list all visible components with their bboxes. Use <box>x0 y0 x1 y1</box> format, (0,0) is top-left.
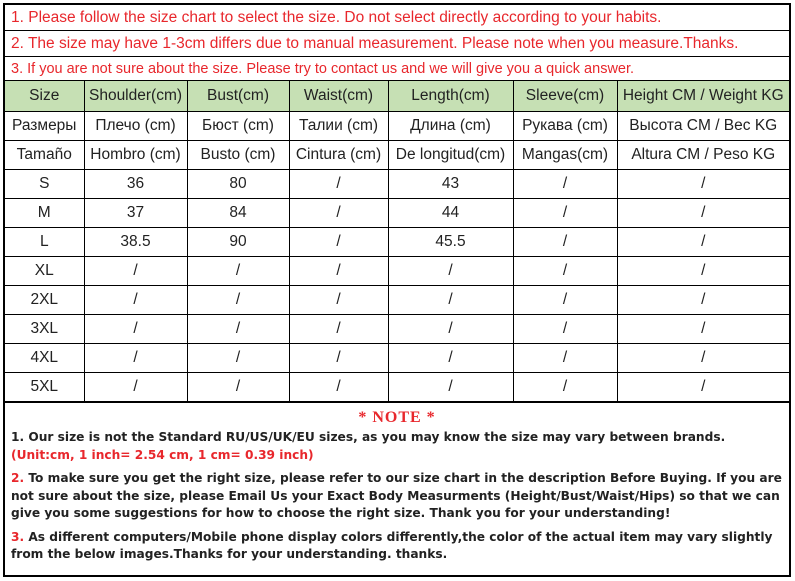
note-1 <box>5 429 789 464</box>
header-cell: Size <box>5 81 84 112</box>
size-table <box>5 81 789 402</box>
measurement-cell: / <box>513 228 617 257</box>
measurement-cell: / <box>187 315 289 344</box>
measurement-cell: / <box>617 373 789 402</box>
measurement-cell: / <box>289 286 388 315</box>
header-cell: Размеры <box>5 112 84 141</box>
header-cell: Shoulder(cm) <box>84 81 187 112</box>
measurement-cell: / <box>187 373 289 402</box>
measurement-cell: / <box>289 199 388 228</box>
notes-section <box>5 402 789 564</box>
size-label-cell: XL <box>5 257 84 286</box>
size-label-cell: 3XL <box>5 315 84 344</box>
measurement-cell: 80 <box>187 170 289 199</box>
measurement-cell: / <box>84 286 187 315</box>
measurement-cell: / <box>617 344 789 373</box>
table-row <box>5 315 789 344</box>
measurement-cell: / <box>617 228 789 257</box>
measurement-cell: / <box>187 344 289 373</box>
measurement-cell: / <box>513 315 617 344</box>
measurement-cell: 38.5 <box>84 228 187 257</box>
header-cell: Высота CM / Вес KG <box>617 112 789 141</box>
header-cell: Altura CM / Peso KG <box>617 141 789 170</box>
measurement-cell: 84 <box>187 199 289 228</box>
table-row <box>5 228 789 257</box>
header-row-russian <box>5 112 789 141</box>
measurement-cell: / <box>289 170 388 199</box>
measurement-cell: / <box>513 257 617 286</box>
note-title: * NOTE * <box>358 409 436 426</box>
header-cell: Busto (cm) <box>187 141 289 170</box>
note-2-number: 2. <box>11 471 25 485</box>
measurement-cell: / <box>84 315 187 344</box>
measurement-cell: / <box>617 315 789 344</box>
header-row-spanish <box>5 141 789 170</box>
size-label-cell: M <box>5 199 84 228</box>
measurement-cell: / <box>84 373 187 402</box>
header-cell: Waist(cm) <box>289 81 388 112</box>
header-cell: Длина (cm) <box>388 112 513 141</box>
measurement-cell: 43 <box>388 170 513 199</box>
measurement-cell: / <box>84 344 187 373</box>
measurement-cell: 37 <box>84 199 187 228</box>
note-3-text: As different computers/Mobile phone display colors differently,the color of the actual item may vary slightly from the below images.Thanks for your understanding. thanks. <box>11 529 773 561</box>
table-row <box>5 286 789 315</box>
measurement-cell: 90 <box>187 228 289 257</box>
measurement-cell: / <box>617 257 789 286</box>
measurement-cell: 44 <box>388 199 513 228</box>
measurement-cell: / <box>513 344 617 373</box>
measurement-cell: / <box>513 373 617 402</box>
instruction-line-1: 1. Please follow the size chart to select the size. Do not select directly according to your habits. <box>5 5 789 31</box>
measurement-cell: / <box>289 257 388 286</box>
measurement-cell: / <box>84 257 187 286</box>
table-row <box>5 373 789 402</box>
note-2 <box>5 470 789 523</box>
measurement-cell: / <box>388 286 513 315</box>
note-1-units: (Unit:cm, 1 inch= 2.54 cm, 1 cm= 0.39 inch) <box>11 447 314 462</box>
table-row <box>5 257 789 286</box>
header-cell: Tamaño <box>5 141 84 170</box>
instruction-line-2: 2. The size may have 1-3cm differs due to manual measurement. Please note when you measure.Thanks. <box>5 31 789 57</box>
header-cell: Mangas(cm) <box>513 141 617 170</box>
measurement-cell: / <box>388 373 513 402</box>
size-label-cell: S <box>5 170 84 199</box>
size-chart-sheet <box>3 3 791 577</box>
table-row <box>5 344 789 373</box>
header-cell: Cintura (cm) <box>289 141 388 170</box>
measurement-cell: / <box>617 199 789 228</box>
size-label-cell: 4XL <box>5 344 84 373</box>
size-label-cell: 5XL <box>5 373 84 402</box>
measurement-cell: / <box>289 315 388 344</box>
table-row <box>5 170 789 199</box>
header-cell: Плечо (cm) <box>84 112 187 141</box>
note-3-number: 3. <box>11 529 25 544</box>
measurement-cell: 45.5 <box>388 228 513 257</box>
note-3 <box>5 529 789 564</box>
header-cell: Height CM / Weight KG <box>617 81 789 112</box>
header-cell: Length(cm) <box>388 81 513 112</box>
header-cell: De longitud(cm) <box>388 141 513 170</box>
note-2-text: To make sure you get the right size, please refer to our size chart in the description Before Buying. If you are not sure about the size, please Email Us your Exact Body Measurments (Height/Bust/Waist/Hips) so that we can give you some suggestions for how to choose the right size. Thank you for your understanding! <box>11 471 782 520</box>
size-label-cell: L <box>5 228 84 257</box>
size-label-cell: 2XL <box>5 286 84 315</box>
header-cell: Bust(cm) <box>187 81 289 112</box>
measurement-cell: / <box>617 170 789 199</box>
measurement-cell: / <box>513 286 617 315</box>
table-row <box>5 199 789 228</box>
measurement-cell: / <box>289 344 388 373</box>
measurement-cell: / <box>187 286 289 315</box>
header-cell: Sleeve(cm) <box>513 81 617 112</box>
measurement-cell: / <box>289 228 388 257</box>
measurement-cell: / <box>513 170 617 199</box>
header-cell: Hombro (cm) <box>84 141 187 170</box>
measurement-cell: / <box>289 373 388 402</box>
header-cell: Рукава (cm) <box>513 112 617 141</box>
measurement-cell: / <box>513 199 617 228</box>
measurement-cell: / <box>388 315 513 344</box>
header-cell: Бюст (cm) <box>187 112 289 141</box>
measurement-cell: / <box>187 257 289 286</box>
header-cell: Талии (cm) <box>289 112 388 141</box>
measurement-cell: / <box>388 257 513 286</box>
measurement-cell: 36 <box>84 170 187 199</box>
measurement-cell: / <box>617 286 789 315</box>
note-1-text: 1. Our size is not the Standard RU/US/UK/EU sizes, as you may know the size may vary between brands. <box>11 430 726 444</box>
header-row-english <box>5 81 789 112</box>
instruction-line-3: 3. If you are not sure about the size. Please try to contact us and we will give you a quick answer. <box>5 57 789 81</box>
measurement-cell: / <box>388 344 513 373</box>
